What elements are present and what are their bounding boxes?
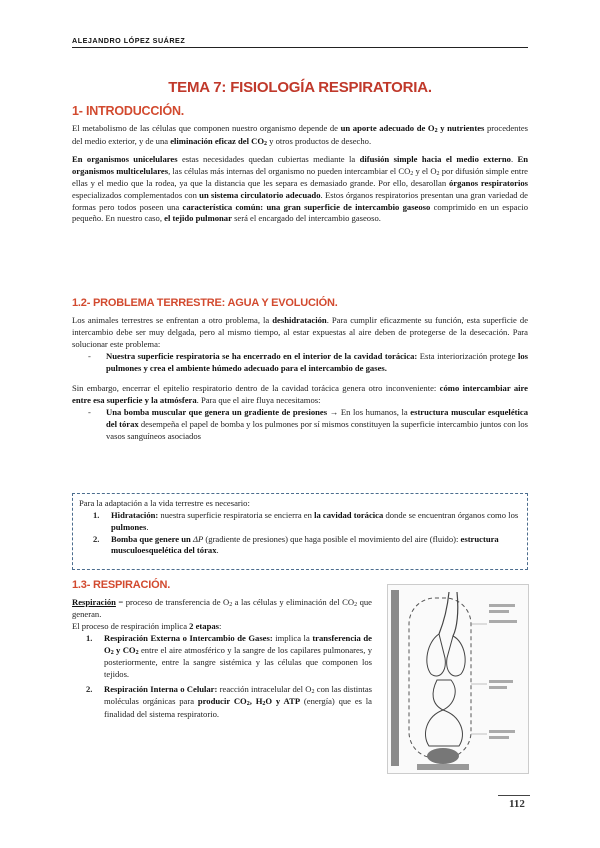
section-heading: 1.2- PROBLEMA TERRESTRE: AGUA Y EVOLUCIÓN. — [72, 297, 338, 309]
section-heading: 1- INTRODUCCIÓN. — [72, 104, 185, 118]
section-respiracion — [72, 578, 372, 720]
paragraph: En organismos unicelulares estas necesidades quedan cubiertas mediante la difusión simple hacia el medio externo. En organismos multicelulares, las células más internas del organismo no pueden intercambiar el CO2 y el O2 por difusión simple entre ellas y el medio que la rodea, ya que la distancia que les separa es demasiado grande. Por ello, desarollan órganos respiratorios especializados complementados con un sistema circulatorio adecuado. Estos órganos respiratorios presentan una gran variedad de formas pero todos poseen una característica común: una gran superficie de intercambio gaseoso comprimido en un espacio pequeño. En nuestro caso, el tejido pulmonar será el encargado del intercambio gaseoso. — [72, 153, 529, 224]
page-title: TEMA 7: FISIOLOGÍA RESPIRATORIA. — [168, 79, 432, 96]
list-item: 1. Hidratación: nuestra superficie respiratoria se encierra en la cavidad torácica donde se encuentran órganos como los pulmones. — [93, 509, 519, 532]
paragraph: El metabolismo de las células que componen nuestro organismo depende de un aporte adecuado de O2 y nutrientes procedentes del medio exterior, y de una eliminación eficaz del CO2 y otros productos de desecho. — [72, 123, 529, 147]
respiratory-system-diagram-icon — [387, 584, 529, 774]
list-item: 2. Respiración Interna o Celular: reacción intracelular del O2 con las distintas moléculas orgánicas para producir CO2, H2O y ATP (energía) que es la finalidad del sistema respiratorio. — [86, 684, 372, 719]
list-item: 1. Respiración Externa o Intercambio de Gases: implica la transferencia de O2 y CO2 entre el aire atmosférico y la sangre de los capilares pulmonares, y posteriormente, entre la sangre sistémica y las células que componen los tejidos. — [86, 633, 373, 680]
list-item: 2. Bomba que genere un ΔP (gradiente de presiones) que haga posible el movimiento del aire (fluido): estructura musculoesquelética del tórax. — [93, 533, 499, 556]
definition: Respiración = proceso de transferencia de O2 a las células y eliminación del CO2 que generan. — [72, 597, 373, 620]
section-heading: 1.3- RESPIRACIÓN. — [72, 579, 171, 591]
summary-box — [72, 493, 528, 570]
footer-divider — [498, 795, 530, 796]
list-item: - Una bomba muscular que genera un gradiente de presiones → En los humanos, la estructura muscular esquelética del tórax desempeña el papel de bomba y los pulmones por sí mismos constituyen la superficie intercambio juntos con los vasos sanguíneos asociados — [86, 407, 528, 443]
paragraph: El proceso de respiración implica 2 etapas: — [72, 621, 222, 632]
paragraph: Los animales terrestres se enfrentan a otro problema, la deshidratación. Para cumplir eficazmente su función, esta superficie de intercambio debe ser muy delgada, pero al mismo tiempo, al estar expuestas al aire deben de protegerse de la desecación. Para solucionar este problema: — [72, 315, 529, 349]
section-problema-terrestre — [72, 296, 528, 443]
list-item: - Nuestra superficie respiratoria se ha encerrado en el interior de la cavidad torácica: Esta interiorización protege los pulmones y crea el ambiente húmedo adecuado para el intercambio de gases. — [86, 351, 528, 375]
author-header: ALEJANDRO LÓPEZ SUÁREZ — [72, 36, 186, 45]
box-intro: Para la adaptación a la vida terrestre es necesario: — [79, 498, 250, 508]
section-introduccion — [72, 103, 528, 225]
bullet-list — [86, 407, 528, 443]
page-number: 112 — [509, 798, 525, 810]
numbered-list — [93, 509, 521, 557]
paragraph: Sin embargo, encerrar el epitelio respiratorio dentro de la cavidad torácica genera otro inconveniente: cómo intercambiar aire entre esa superficie y la atmósfera. Para que el aire fluya necesitamos: — [72, 383, 528, 406]
side-label-bar — [391, 590, 399, 766]
numbered-list — [86, 633, 373, 720]
header-divider — [72, 47, 528, 48]
bullet-list — [86, 351, 528, 375]
